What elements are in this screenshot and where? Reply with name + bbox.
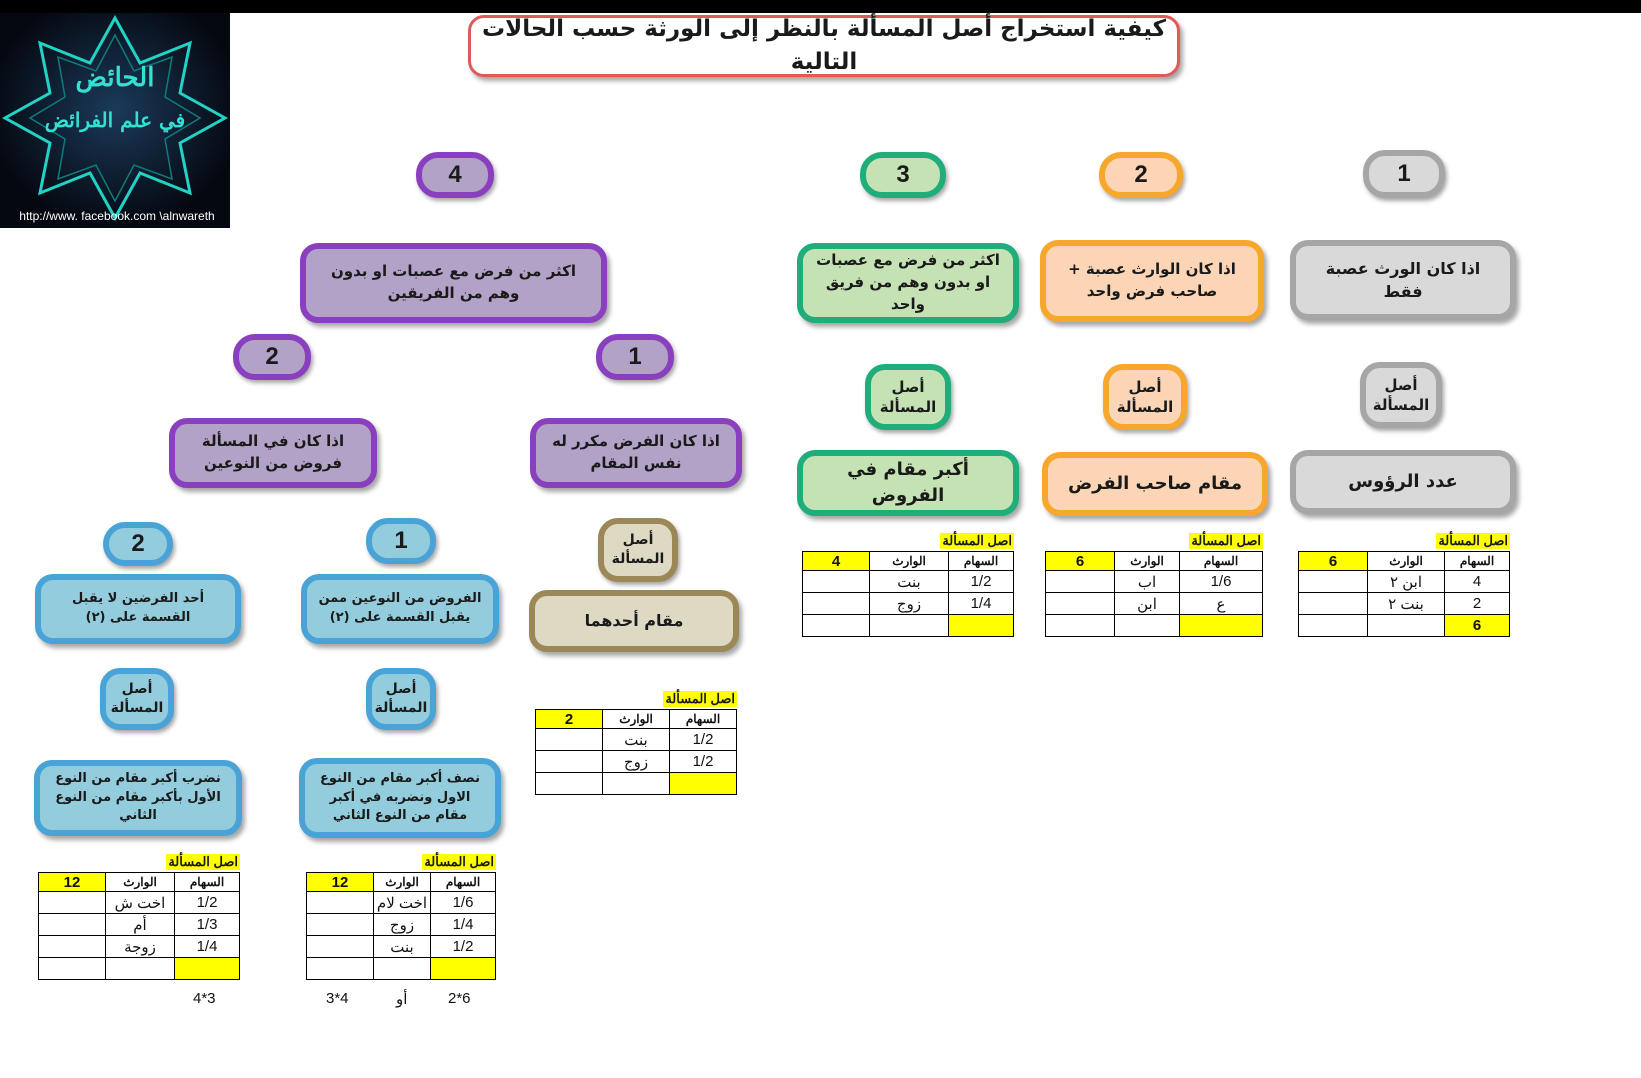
case1-table-block (1298, 530, 1510, 637)
case3-asl-label: أصل المسألة (865, 364, 951, 430)
table-row (1046, 571, 1263, 593)
header-heirs: الوارث (1368, 552, 1445, 571)
case4-description: اكثر من فرض مع عصبات او بدون وهم من الفريقين (300, 243, 607, 323)
asl-value: 12 (39, 873, 106, 892)
table-cell: بنت ٢ (1368, 593, 1445, 615)
case1-table-caption: اصل المسألة (1438, 533, 1508, 548)
case3-table-caption: اصل المسألة (942, 533, 1012, 548)
case4-sub1-description: اذا كان الفرض مكرر له نفس المقام (530, 418, 742, 488)
case2-table-block (1045, 530, 1263, 637)
asl-value: 12 (307, 873, 374, 892)
table-cell: 1/2 (670, 729, 737, 751)
table-cell (39, 936, 106, 958)
table-cell (1046, 571, 1115, 593)
header-shares: السهام (1445, 552, 1510, 571)
table-cell (307, 914, 374, 936)
table-cell (536, 773, 603, 795)
case2-asl-label: أصل المسألة (1103, 364, 1187, 430)
table-cell (374, 958, 431, 980)
case4-sub2-b2-formula: 4*3 (193, 990, 216, 1007)
table-cell: اب (1115, 571, 1180, 593)
case4-sub1-table-block (535, 688, 737, 795)
case4-sub2-number: 2 (233, 334, 311, 380)
table-row (39, 936, 240, 958)
case4-sub2-b2-table (38, 872, 240, 980)
case4-sub2-description: اذا كان في المسألة فروض من النوعين (169, 418, 377, 488)
header-shares: السهام (175, 873, 240, 892)
case4-sub1-number: 1 (596, 334, 674, 380)
table-cell-total (1180, 615, 1263, 637)
table-row (1046, 615, 1263, 637)
table-cell: اخت لام (374, 892, 431, 914)
case4-sub2-b1-table-caption: اصل المسألة (424, 854, 494, 869)
table-cell-total (670, 773, 737, 795)
table-cell: 1/2 (670, 751, 737, 773)
table-cell-total (431, 958, 496, 980)
header-heirs: الوارث (374, 873, 431, 892)
table-cell: 1/2 (431, 936, 496, 958)
header-heirs: الوارث (603, 710, 670, 729)
table-row (307, 958, 496, 980)
case1-asl-label: أصل المسألة (1360, 362, 1442, 428)
table-cell (536, 729, 603, 751)
table-cell (39, 892, 106, 914)
table-cell: زوجة (106, 936, 175, 958)
table-cell (536, 751, 603, 773)
table-cell: بنت (603, 729, 670, 751)
case3-rule: أكبر مقام في الفروض (797, 450, 1019, 516)
case4-sub2-b1-table (306, 872, 496, 980)
case4-sub2-b2-table-caption: اصل المسألة (168, 854, 238, 869)
table-row (307, 936, 496, 958)
table-cell (39, 958, 106, 980)
table-cell (603, 773, 670, 795)
case4-sub2-b2-rule: نضرب أكبر مقام من النوع الأول بأكبر مقام من النوع الثاني (34, 760, 242, 836)
table-cell: 1/4 (949, 593, 1014, 615)
table-cell: زوج (870, 593, 949, 615)
case4-sub2-b2-table-block (38, 851, 240, 980)
table-cell: ع (1180, 593, 1263, 615)
table-cell (1046, 593, 1115, 615)
table-cell: 2 (1445, 593, 1510, 615)
logo-line2: في علم الفرائض (44, 108, 186, 132)
logo-url: http://www. facebook.com \alnwareth (19, 209, 215, 223)
case4-sub1-asl-label: أصل المسألة (598, 518, 678, 582)
table-cell (1115, 615, 1180, 637)
table-cell (870, 615, 949, 637)
case4-sub2-b1-formula-left: 3*4 (326, 990, 349, 1007)
table-cell (1046, 615, 1115, 637)
case3-table-block (802, 530, 1014, 637)
table-cell: 1/2 (175, 892, 240, 914)
table-row (1299, 593, 1510, 615)
table-cell (803, 615, 870, 637)
table-cell (1299, 593, 1368, 615)
table-cell (803, 571, 870, 593)
header-shares: السهام (949, 552, 1014, 571)
case4-sub1-table (535, 709, 737, 795)
case4-sub2-b1-number: 1 (366, 518, 436, 564)
table-row (803, 615, 1014, 637)
logo (0, 13, 230, 228)
table-cell: 1/2 (949, 571, 1014, 593)
table-row (39, 914, 240, 936)
case1-number: 1 (1363, 150, 1445, 198)
header-heirs: الوارث (106, 873, 175, 892)
page-title: كيفية استخراج أصل المسألة بالنظر إلى الورثة حسب الحالات التالية (468, 15, 1180, 77)
table-cell (1299, 615, 1368, 637)
table-cell: بنت (870, 571, 949, 593)
logo-line1: الحائض (75, 63, 155, 93)
table-cell (39, 914, 106, 936)
table-cell: زوج (603, 751, 670, 773)
table-cell-total: 6 (1445, 615, 1510, 637)
table-cell-total (949, 615, 1014, 637)
case1-description: اذا كان الورث عصبة فقط (1290, 240, 1516, 320)
case4-sub2-b1-rule: نصف أكبر مقام من النوع الاول ونضربه في أكبر مقام من النوع الثاني (299, 758, 501, 838)
table-cell (106, 958, 175, 980)
case2-description: اذا كان الوارث عصبة + صاحب فرض واحد (1040, 240, 1264, 322)
table-cell (803, 593, 870, 615)
table-cell: 1/3 (175, 914, 240, 936)
header-shares: السهام (431, 873, 496, 892)
case2-table (1045, 551, 1263, 637)
case3-number: 3 (860, 152, 946, 198)
case3-table (802, 551, 1014, 637)
table-cell (307, 958, 374, 980)
table-row (307, 914, 496, 936)
table-row (307, 892, 496, 914)
case4-sub2-b1-description: الفروض من النوعين ممن يقبل القسمة على (٢) (301, 574, 499, 644)
table-row (536, 773, 737, 795)
table-cell: 1/6 (431, 892, 496, 914)
case1-table (1298, 551, 1510, 637)
table-cell: اخت ش (106, 892, 175, 914)
table-row (1299, 615, 1510, 637)
table-row (536, 729, 737, 751)
asl-value: 6 (1046, 552, 1115, 571)
table-cell (307, 892, 374, 914)
asl-value: 6 (1299, 552, 1368, 571)
case2-number: 2 (1099, 152, 1183, 198)
case4-sub2-b1-formula-right: 2*6 (448, 990, 471, 1007)
case4-sub2-b1-formula-or: أو (396, 991, 408, 1008)
table-cell: بنت (374, 936, 431, 958)
table-cell: 1/4 (175, 936, 240, 958)
table-row (803, 593, 1014, 615)
header-shares: السهام (670, 710, 737, 729)
table-cell: أم (106, 914, 175, 936)
table-cell: 4 (1445, 571, 1510, 593)
table-cell: ابن ٢ (1368, 571, 1445, 593)
table-cell (1368, 615, 1445, 637)
case2-table-caption: اصل المسألة (1191, 533, 1261, 548)
case3-description: اكثر من فرض مع عصبات او بدون وهم من فريق واحد (797, 243, 1019, 323)
table-row (39, 958, 240, 980)
table-cell (307, 936, 374, 958)
case4-sub1-table-caption: اصل المسألة (665, 691, 735, 706)
case4-number: 4 (416, 152, 494, 198)
table-cell: ابن (1115, 593, 1180, 615)
header-heirs: الوارث (870, 552, 949, 571)
case4-sub1-rule: مقام أحدهما (529, 590, 739, 652)
table-cell (1299, 571, 1368, 593)
asl-value: 4 (803, 552, 870, 571)
table-cell: زوج (374, 914, 431, 936)
header-shares: السهام (1180, 552, 1263, 571)
top-bar (0, 0, 1641, 13)
case4-sub2-b1-asl-label: أصل المسألة (366, 668, 436, 730)
table-cell: 1/4 (431, 914, 496, 936)
table-row (39, 892, 240, 914)
table-cell: 1/6 (1180, 571, 1263, 593)
case2-rule: مقام صاحب الفرض (1042, 452, 1268, 516)
case4-sub2-b2-description: أحد الفرضين لا يقبل القسمة على (٢) (35, 574, 241, 644)
case1-rule: عدد الرؤوس (1290, 450, 1516, 514)
table-cell-total (175, 958, 240, 980)
case4-sub2-b2-number: 2 (103, 522, 173, 566)
case4-sub2-b2-asl-label: أصل المسألة (100, 668, 174, 730)
table-row (1046, 593, 1263, 615)
table-row (803, 571, 1014, 593)
asl-value: 2 (536, 710, 603, 729)
case4-sub2-b1-table-block (306, 851, 496, 980)
table-row (1299, 571, 1510, 593)
table-row (536, 751, 737, 773)
header-heirs: الوارث (1115, 552, 1180, 571)
